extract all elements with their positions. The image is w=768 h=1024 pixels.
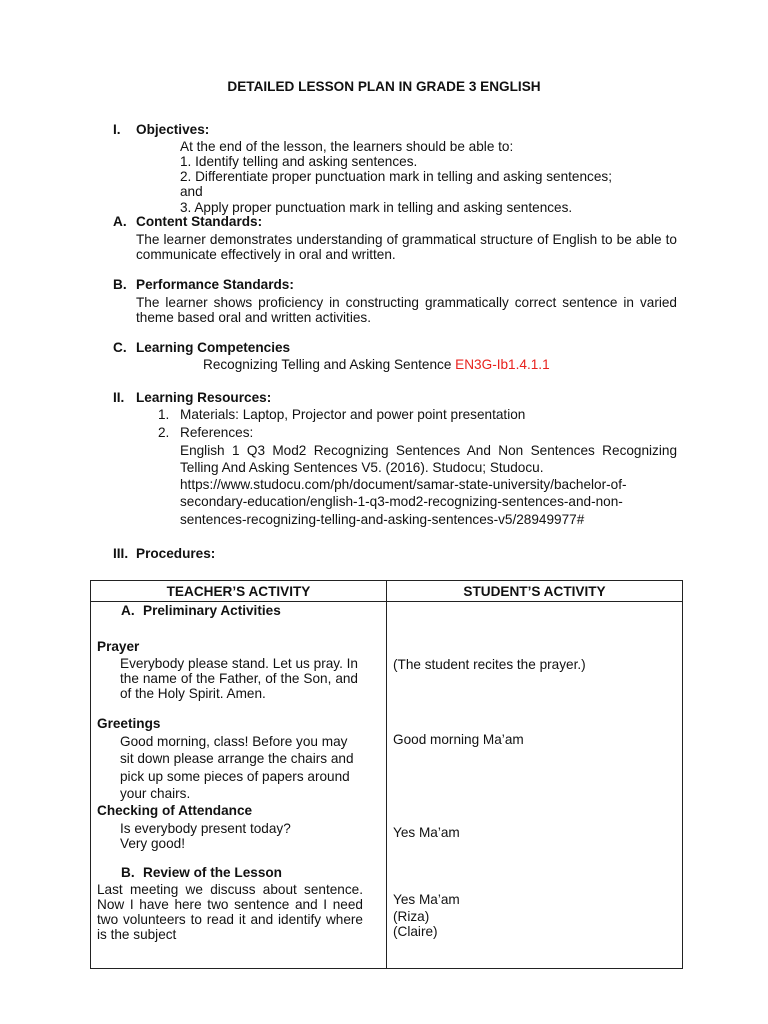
objective-item: 2. Differentiate proper punctuation mark in telling and asking sentences; (180, 169, 612, 184)
student-attendance: Yes Ma’am (393, 825, 460, 840)
student-volunteer: (Claire) (393, 924, 438, 939)
teacher-activity-cell (91, 602, 387, 969)
prayer-heading: Prayer (97, 639, 140, 654)
table-header-row (91, 581, 683, 602)
references-item: References: (180, 425, 254, 440)
list-number: 1. (158, 407, 170, 422)
page-title: DETAILED LESSON PLAN IN GRADE 3 ENGLISH (227, 79, 541, 94)
reference-url[interactable]: https://www.studocu.com/ph/document/samar-state-university/bachelor-of- (180, 477, 627, 492)
greetings-line: your chairs. (120, 786, 191, 801)
review-label: B. (121, 865, 135, 880)
content-standards-text: The learner demonstrates understanding of grammatical structure of English to be able to communicate effectively in oral and written. (136, 232, 677, 262)
section-number: II. (113, 390, 125, 405)
performance-standards-text: The learner shows proficiency in constructing grammatically correct sentence in varied theme based oral and written activities. (136, 295, 677, 325)
competency-code: EN3G-Ib1.4.1.1 (455, 357, 550, 372)
objectives-heading: Objectives: (136, 122, 210, 137)
prelim-label: A. (121, 603, 135, 618)
reference-citation: English 1 Q3 Mod2 Recognizing Sentences And Non Sentences Recognizing Telling And Asking Sentences V5. (2016). Studocu; Studocu. (180, 443, 677, 475)
reference-url[interactable]: secondary-education/english-1-q3-mod2-recognizing-sentences-and-non- (180, 494, 623, 509)
student-activity-header: STUDENT’S ACTIVITY (387, 581, 683, 602)
content-standards-heading: Content Standards: (136, 214, 263, 229)
learning-competency-line (203, 357, 550, 372)
review-text: Last meeting we discuss about sentence. Now I have here two sentence and I need two volunteers to read it and identify where is the subject (97, 882, 363, 942)
section-letter: A. (113, 214, 127, 229)
materials-item: Materials: Laptop, Projector and power point presentation (180, 407, 526, 422)
table-row (91, 602, 683, 969)
performance-standards-heading: Performance Standards: (136, 277, 294, 292)
attendance-heading: Checking of Attendance (97, 803, 253, 818)
objectives-intro: At the end of the lesson, the learners should be able to: (180, 139, 514, 154)
student-greeting: Good morning Ma’am (393, 732, 524, 747)
greetings-line: pick up some pieces of papers around (120, 769, 350, 784)
greetings-heading: Greetings (97, 716, 161, 731)
review-heading: Review of the Lesson (143, 865, 282, 880)
section-number: I. (113, 122, 121, 137)
learning-resources-heading: Learning Resources: (136, 390, 272, 405)
objective-item: 1. Identify telling and asking sentences. (180, 154, 418, 169)
section-letter: B. (113, 277, 127, 292)
prelim-heading: Preliminary Activities (143, 603, 281, 618)
teacher-activity-header: TEACHER’S ACTIVITY (91, 581, 387, 602)
student-activity-cell (387, 602, 683, 969)
prayer-text: Everybody please stand. Let us pray. In the name of the Father, of the Son, and of the Holy Spirit. Amen. (120, 656, 358, 701)
learning-competencies-heading: Learning Competencies (136, 340, 291, 355)
greetings-line: Good morning, class! Before you may (120, 734, 348, 749)
student-prayer: (The student recites the prayer.) (393, 657, 586, 672)
procedures-heading: Procedures: (136, 546, 216, 561)
attendance-line: Very good! (120, 836, 185, 851)
learning-competency-text: Recognizing Telling and Asking Sentence (203, 357, 452, 372)
objective-item: 3. Apply proper punctuation mark in telling and asking sentences. (180, 200, 573, 215)
attendance-line: Is everybody present today? (120, 821, 291, 836)
reference-url[interactable]: sentences-recognizing-telling-and-asking-sentences-v5/28949977# (180, 512, 585, 527)
objective-item: and (180, 184, 203, 199)
list-number: 2. (158, 425, 170, 440)
student-review-answer: Yes Ma’am (393, 892, 460, 907)
section-letter: C. (113, 340, 127, 355)
section-number: III. (113, 546, 129, 561)
greetings-line: sit down please arrange the chairs and (120, 751, 354, 766)
procedures-table (90, 580, 683, 969)
student-volunteer: (Riza) (393, 909, 430, 924)
